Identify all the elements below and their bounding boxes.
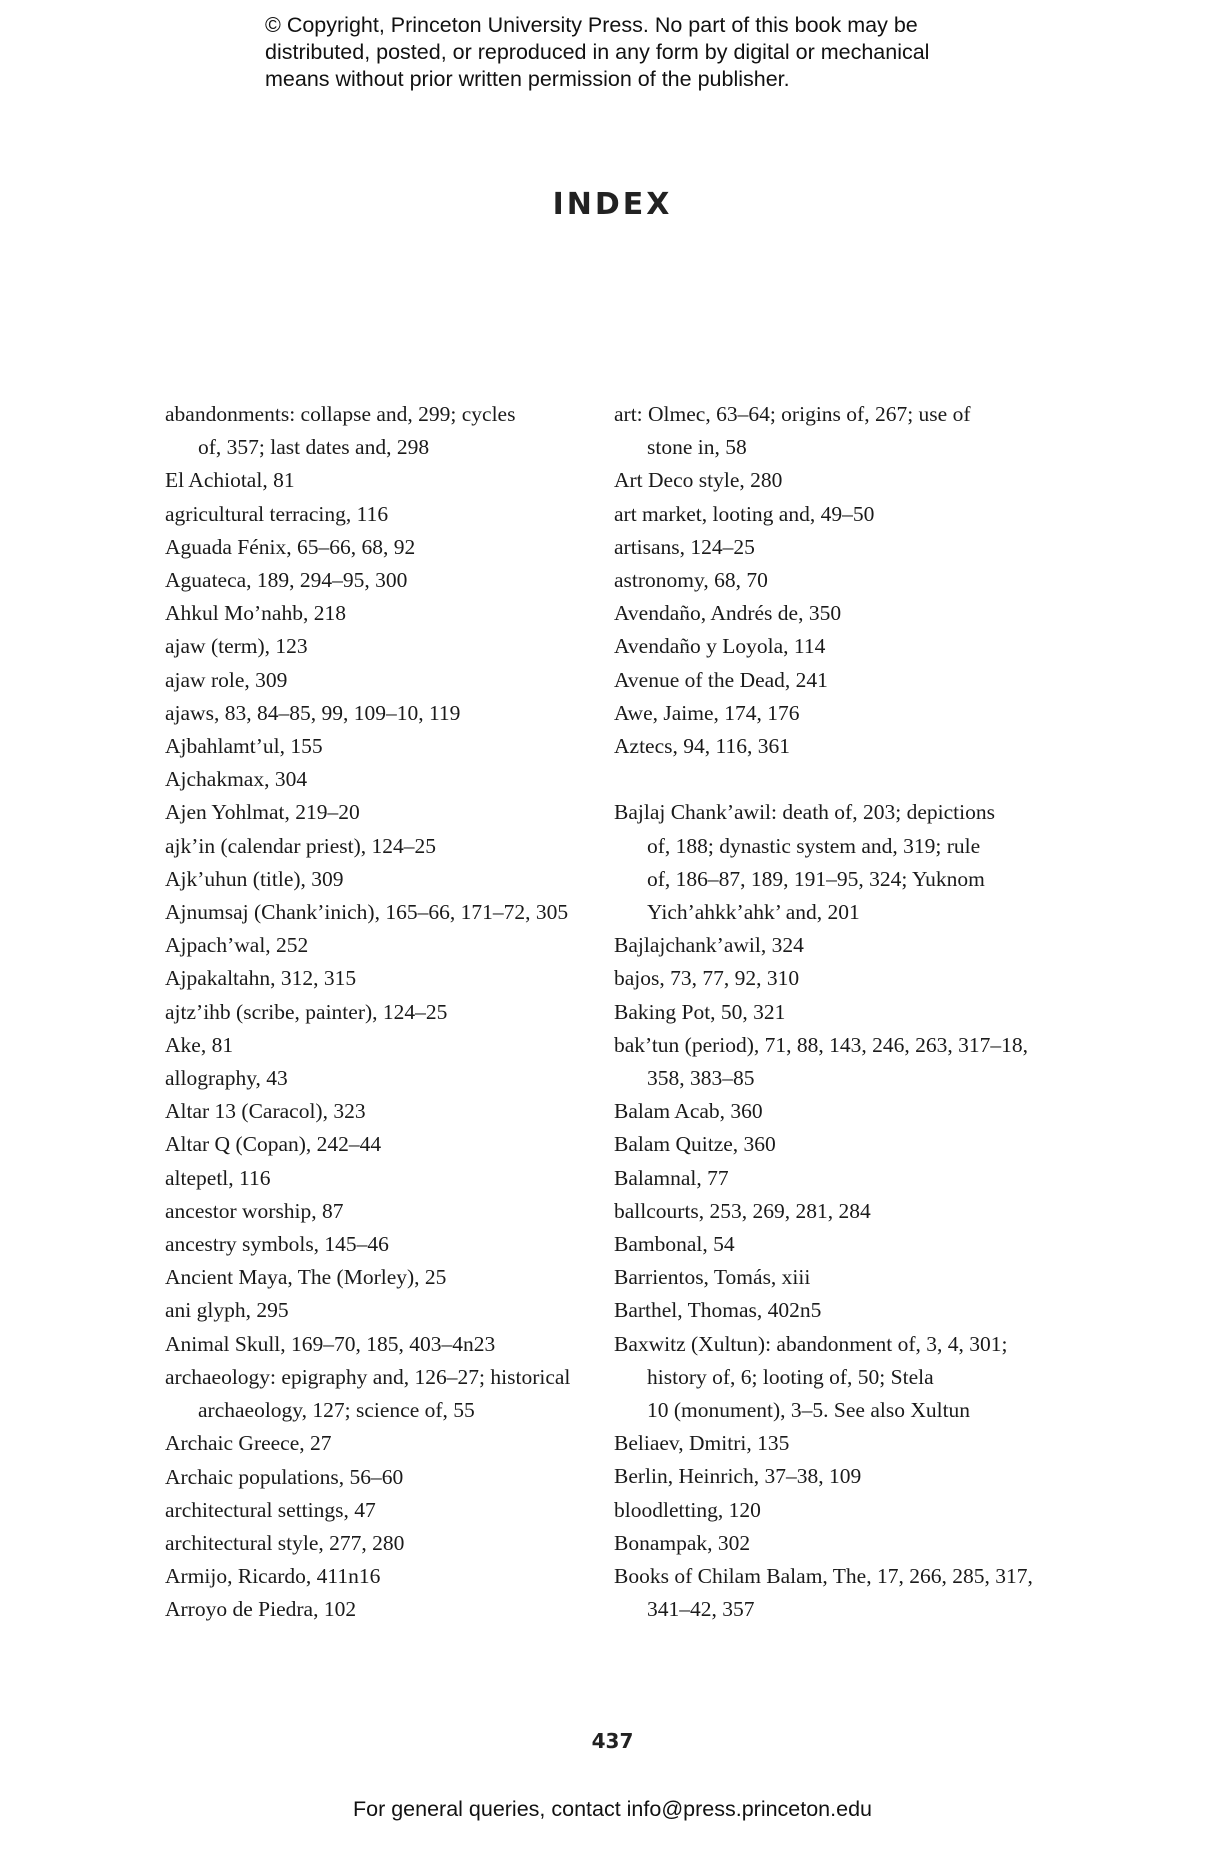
index-entry-line: Bajlaj Chank’awil: death of, 203; depictions xyxy=(614,800,995,825)
index-entry xyxy=(614,929,1054,962)
index-entry-line: Bonampak, 302 xyxy=(614,1530,751,1555)
index-entry xyxy=(165,730,630,763)
index-entry xyxy=(165,1062,630,1095)
index-entry-line: Balamnal, 77 xyxy=(614,1165,729,1190)
index-entry-line: ajtz’ihb (scribe, painter), 124–25 xyxy=(165,999,448,1024)
index-entry-line: Avendaño y Loyola, 114 xyxy=(614,634,826,659)
index-entry-line: architectural style, 277, 280 xyxy=(165,1530,405,1555)
index-entry xyxy=(165,498,630,531)
index-entry xyxy=(614,498,1054,531)
index-entry-line: ancestor worship, 87 xyxy=(165,1198,344,1223)
index-entry xyxy=(614,1029,1054,1095)
index-entry-line: Ajchakmax, 304 xyxy=(165,767,308,792)
index-entry xyxy=(614,1560,1054,1626)
index-entry xyxy=(165,1494,630,1527)
index-entry-line: history of, 6; looting of, 50; Stela xyxy=(647,1364,934,1389)
index-entry xyxy=(614,1228,1054,1261)
index-entry xyxy=(614,1460,1054,1493)
index-entry-line: agricultural terracing, 116 xyxy=(165,501,389,526)
index-entry-line: El Achiotal, 81 xyxy=(165,468,295,493)
index-entry-line: bak’tun (period), 71, 88, 143, 246, 263, 317–18, xyxy=(614,1032,1029,1057)
index-entry-line: stone in, 58 xyxy=(647,435,747,460)
index-entry xyxy=(614,697,1054,730)
index-entry-line: Archaic Greece, 27 xyxy=(165,1431,332,1456)
index-entry-line: bajos, 73, 77, 92, 310 xyxy=(614,966,800,991)
index-entry-line: Art Deco style, 280 xyxy=(614,468,783,493)
index-entry-line: Archaic populations, 56–60 xyxy=(165,1464,404,1489)
index-entry-line: astronomy, 68, 70 xyxy=(614,568,768,593)
index-entry xyxy=(165,1328,630,1361)
index-entry xyxy=(165,664,630,697)
index-entry-line: Ajpach’wal, 252 xyxy=(165,933,309,958)
index-entry xyxy=(165,996,630,1029)
index-entry-line: Balam Acab, 360 xyxy=(614,1099,763,1124)
index-entry-line: Bambonal, 54 xyxy=(614,1232,735,1257)
index-entry-line: 10 (monument), 3–5. See also Xultun xyxy=(647,1398,971,1423)
index-entry xyxy=(165,1095,630,1128)
index-entry xyxy=(165,697,630,730)
index-entry-line: Ancient Maya, The (Morley), 25 xyxy=(165,1265,447,1290)
index-entry xyxy=(614,1162,1054,1195)
index-entry-line: Awe, Jaime, 174, 176 xyxy=(614,700,800,725)
index-entry-line: altepetl, 116 xyxy=(165,1165,271,1190)
index-column-right xyxy=(614,398,1054,1627)
index-entry-line: Ahkul Mo’nahb, 218 xyxy=(165,601,346,626)
index-entry xyxy=(165,531,630,564)
index-entry-line: of, 188; dynastic system and, 319; rule xyxy=(647,833,981,858)
page-title: INDEX xyxy=(552,187,673,222)
index-entry xyxy=(614,1195,1054,1228)
index-entry-line: Armijo, Ricardo, 411n16 xyxy=(165,1564,381,1589)
index-entry-line: art: Olmec, 63–64; origins of, 267; use of xyxy=(614,402,971,426)
index-entry xyxy=(165,1361,630,1427)
index-entry xyxy=(165,1461,630,1494)
index-entry-line: Barthel, Thomas, 402n5 xyxy=(614,1298,822,1323)
index-entry-line: ani glyph, 295 xyxy=(165,1298,289,1323)
index-entry-line: Ajen Yohlmat, 219–20 xyxy=(165,800,360,825)
index-entry xyxy=(614,1128,1054,1161)
index-entry-line: Avendaño, Andrés de, 350 xyxy=(614,601,842,626)
index-entry-line: artisans, 124–25 xyxy=(614,534,755,559)
index-entry-line: ballcourts, 253, 269, 281, 284 xyxy=(614,1198,871,1223)
index-entry-line: 358, 383–85 xyxy=(647,1066,755,1091)
index-entry-line: Altar Q (Copan), 242–44 xyxy=(165,1132,382,1157)
index-entry xyxy=(614,564,1054,597)
copyright-line: means without prior written permission of the publisher. xyxy=(265,67,790,91)
index-entry xyxy=(614,597,1054,630)
index-entry xyxy=(614,630,1054,663)
index-entry xyxy=(165,1427,630,1460)
index-entry xyxy=(165,630,630,663)
copyright-line: distributed, posted, or reproduced in any form by digital or mechanical xyxy=(265,40,930,64)
index-entry xyxy=(614,531,1054,564)
index-entry xyxy=(614,1527,1054,1560)
index-entry-line: Ake, 81 xyxy=(165,1032,234,1057)
index-entry xyxy=(614,664,1054,697)
index-entry xyxy=(165,564,630,597)
footer-contact: For general queries, contact info@press.princeton.edu xyxy=(352,1797,872,1821)
index-entry-line: abandonments: collapse and, 299; cycles xyxy=(165,402,516,426)
index-entry xyxy=(614,1427,1054,1460)
index-entry-line: Yich’ahkk’ahk’ and, 201 xyxy=(647,900,860,925)
index-entry xyxy=(165,1128,630,1161)
index-entry xyxy=(165,763,630,796)
index-entry-line: Books of Chilam Balam, The, 17, 266, 285, 317, xyxy=(614,1564,1033,1589)
index-entry xyxy=(165,1029,630,1062)
index-entry-line: art market, looting and, 49–50 xyxy=(614,501,875,526)
index-entry xyxy=(614,796,1054,929)
index-entry-line: architectural settings, 47 xyxy=(165,1497,376,1522)
index-entry xyxy=(165,1527,630,1560)
index-entry xyxy=(165,830,630,863)
index-entry xyxy=(165,896,630,929)
index-entry-line: Balam Quitze, 360 xyxy=(614,1132,776,1157)
index-entry-line: Arroyo de Piedra, 102 xyxy=(165,1597,357,1622)
index-entry xyxy=(165,962,630,995)
index-entry xyxy=(165,597,630,630)
index-entry xyxy=(614,464,1054,497)
index-entry-line: of, 357; last dates and, 298 xyxy=(198,435,430,460)
index-entry xyxy=(165,1228,630,1261)
index-entry xyxy=(165,1294,630,1327)
index-entry-line: allography, 43 xyxy=(165,1066,288,1091)
index-entry xyxy=(614,996,1054,1029)
page-number: 437 xyxy=(591,1729,634,1753)
index-entry xyxy=(165,398,630,464)
index-entry-line: archaeology: epigraphy and, 126–27; historical xyxy=(165,1364,571,1389)
index-entry xyxy=(165,796,630,829)
index-entry-line: ajaws, 83, 84–85, 99, 109–10, 119 xyxy=(165,700,461,725)
index-entry-line: ajk’in (calendar priest), 124–25 xyxy=(165,833,437,858)
index-entry-line: Avenue of the Dead, 241 xyxy=(614,667,828,692)
index-entry-line: Ajnumsaj (Chank’inich), 165–66, 171–72, 305 xyxy=(165,900,569,925)
index-entry-line: Ajbahlamt’ul, 155 xyxy=(165,734,323,759)
index-entry xyxy=(614,1261,1054,1294)
copyright-notice xyxy=(265,12,1025,93)
index-entry-line: Aguada Fénix, 65–66, 68, 92 xyxy=(165,534,416,559)
index-entry-line: archaeology, 127; science of, 55 xyxy=(198,1398,475,1423)
index-entry-line: bloodletting, 120 xyxy=(614,1497,761,1522)
index-entry-line: ajaw (term), 123 xyxy=(165,634,308,659)
index-entry xyxy=(165,1162,630,1195)
index-entry-line: Ajk’uhun (title), 309 xyxy=(165,866,344,891)
index-entry-line: Aguateca, 189, 294–95, 300 xyxy=(165,568,408,593)
index-entry-line: ajaw role, 309 xyxy=(165,667,288,692)
index-entry xyxy=(165,1261,630,1294)
index-entry-line: Bajlajchank’awil, 324 xyxy=(614,933,804,958)
index-entry-line: 341–42, 357 xyxy=(647,1597,755,1622)
index-entry xyxy=(165,1560,630,1593)
index-entry xyxy=(165,1195,630,1228)
index-entry-line: Baxwitz (Xultun): abandonment of, 3, 4, 301; xyxy=(614,1331,1008,1356)
index-column-left xyxy=(165,398,630,1627)
index-entry xyxy=(165,464,630,497)
index-entry xyxy=(614,1494,1054,1527)
index-entry xyxy=(614,1095,1054,1128)
index-entry-line: Beliaev, Dmitri, 135 xyxy=(614,1431,790,1456)
index-entry xyxy=(614,730,1054,763)
index-entry-line: Baking Pot, 50, 321 xyxy=(614,999,786,1024)
index-entry-line: Berlin, Heinrich, 37–38, 109 xyxy=(614,1464,862,1489)
index-entry-line: Aztecs, 94, 116, 361 xyxy=(614,734,790,759)
index-entry-line: of, 186–87, 189, 191–95, 324; Yuknom xyxy=(647,866,985,891)
index-entry xyxy=(165,1593,630,1626)
index-entry xyxy=(614,962,1054,995)
index-entry-line: Ajpakaltahn, 312, 315 xyxy=(165,966,357,991)
copyright-line: © Copyright, Princeton University Press. No part of this book may be xyxy=(265,13,918,37)
index-entry xyxy=(165,929,630,962)
letter-group-gap xyxy=(614,763,1054,796)
index-entry-line: Altar 13 (Caracol), 323 xyxy=(165,1099,366,1124)
index-entry-line: Animal Skull, 169–70, 185, 403–4n23 xyxy=(165,1331,496,1356)
index-entry xyxy=(165,863,630,896)
index-entry xyxy=(614,1294,1054,1327)
index-entry-line: Barrientos, Tomás, xiii xyxy=(614,1265,811,1290)
index-entry-line: ancestry symbols, 145–46 xyxy=(165,1232,389,1257)
index-entry xyxy=(614,398,1054,464)
index-entry xyxy=(614,1328,1054,1428)
